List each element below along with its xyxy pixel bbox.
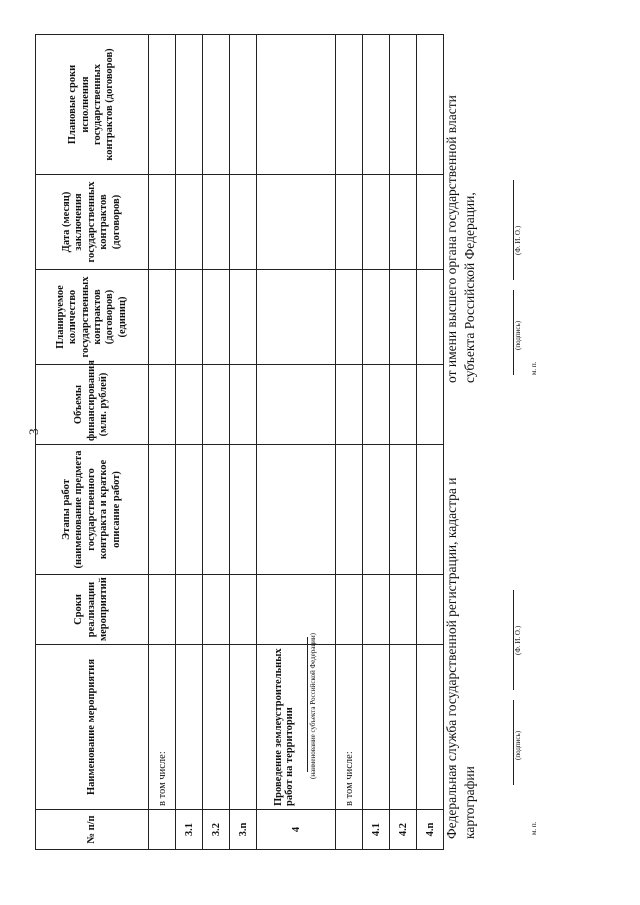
cell-empty [149, 270, 176, 365]
cell-empty [176, 175, 203, 270]
stamp-label-left: м. п. [530, 821, 538, 835]
row-num: 4.1 [363, 810, 390, 850]
cell-empty [149, 175, 176, 270]
cell-empty [203, 270, 230, 365]
row-num: 4.2 [390, 810, 417, 850]
table-row [390, 35, 417, 850]
cell-empty [176, 365, 203, 445]
cell-empty [363, 365, 390, 445]
signature-label-left: (подпись) [514, 730, 522, 760]
cell-empty [257, 575, 336, 645]
cell-empty [417, 445, 444, 575]
cell-empty [363, 575, 390, 645]
table-header-row [36, 35, 149, 850]
cell-empty [363, 175, 390, 270]
signature-label-right: (подпись) [514, 320, 522, 350]
table-row [176, 35, 203, 850]
cell-empty [203, 575, 230, 645]
footer-left-text: Федеральная служба государственной регистрации, кадастра и картографии [444, 477, 478, 839]
row-name [417, 645, 444, 810]
header-planned: Планируемое количество государственных контрактов (договоров) (единиц) [36, 270, 149, 365]
cell-empty [336, 365, 363, 445]
row-num: 4.n [417, 810, 444, 850]
header-terms: Сроки реализации мероприятий [36, 575, 149, 645]
row-name [230, 645, 257, 810]
cell-empty [363, 35, 390, 175]
cell-empty [149, 575, 176, 645]
cell-empty [336, 445, 363, 575]
row-num: 3.2 [203, 810, 230, 850]
cell-empty [257, 445, 336, 575]
table-row [230, 35, 257, 850]
cell-empty [149, 445, 176, 575]
table-row [149, 35, 176, 850]
cell-empty [176, 270, 203, 365]
header-stages: Этапы работ (наименование предмета государственного контракта и краткое описание работ) [36, 445, 149, 575]
row-name [363, 645, 390, 810]
cell-empty [230, 35, 257, 175]
header-schedule: Плановые сроки исполнения государственных контрактов (договоров) [36, 35, 149, 175]
cell-empty [203, 35, 230, 175]
cell-empty [230, 175, 257, 270]
cell-empty [390, 575, 417, 645]
row-num: 3.1 [176, 810, 203, 850]
cell-empty [149, 35, 176, 175]
stamp-label-right: м. п. [530, 361, 538, 375]
cell-empty [336, 175, 363, 270]
cell-empty [203, 445, 230, 575]
cell-empty [149, 365, 176, 445]
cell-empty [390, 35, 417, 175]
row-num [336, 810, 363, 850]
header-name: Наименование мероприятия [36, 645, 149, 810]
row-name-cell [257, 633, 336, 810]
header-date: Дата (месяц) заключения государственных контрактов (договоров) [36, 175, 149, 270]
cell-empty [203, 365, 230, 445]
cell-empty [176, 35, 203, 175]
cell-empty [230, 270, 257, 365]
cell-empty [390, 445, 417, 575]
cell-empty [417, 35, 444, 175]
name-label-left: (Ф. И. О.) [514, 625, 522, 655]
table-row [417, 35, 444, 850]
cell-empty [417, 575, 444, 645]
cell-empty [257, 365, 336, 445]
name-label-right: (Ф. И. О.) [514, 225, 522, 255]
header-funding: Объемы финансирования (млн. рублей) [36, 365, 149, 445]
cell-empty [390, 365, 417, 445]
cell-empty [390, 175, 417, 270]
page-number: 3 [26, 428, 41, 435]
footer-right-text: от имени высшего органа государственной власти субъекта Российской Федерации, [444, 95, 478, 383]
cell-empty [417, 175, 444, 270]
table-row [336, 35, 363, 850]
header-num: № п/п [36, 810, 149, 850]
row-num [149, 810, 176, 850]
row-num: 3.n [230, 810, 257, 850]
table-row [203, 35, 230, 850]
row-name [390, 645, 417, 810]
row-name: Проведение землеустроительных работ на территории [273, 648, 296, 806]
row-name: в том числе: [336, 645, 363, 810]
cell-empty [363, 445, 390, 575]
cell-empty [230, 575, 257, 645]
cell-empty [390, 270, 417, 365]
cell-empty [363, 270, 390, 365]
table-row [363, 35, 390, 850]
cell-empty [230, 445, 257, 575]
cell-empty [203, 175, 230, 270]
cell-empty [336, 270, 363, 365]
row-name [176, 645, 203, 810]
cell-empty [176, 575, 203, 645]
blank-line [307, 637, 308, 772]
row-name: в том числе: [149, 645, 176, 810]
cell-empty [257, 35, 336, 175]
cell-empty [336, 575, 363, 645]
events-table [35, 34, 444, 850]
cell-empty [176, 445, 203, 575]
row-name [203, 645, 230, 810]
cell-empty [257, 175, 336, 270]
cell-empty [417, 270, 444, 365]
row-num: 4 [257, 810, 336, 850]
cell-empty [336, 35, 363, 175]
cell-empty [417, 365, 444, 445]
cell-empty [257, 270, 336, 365]
table-row [257, 35, 336, 850]
cell-empty [230, 365, 257, 445]
row-name-caption: (наименование субъекта Российской Федерации) [309, 633, 318, 779]
